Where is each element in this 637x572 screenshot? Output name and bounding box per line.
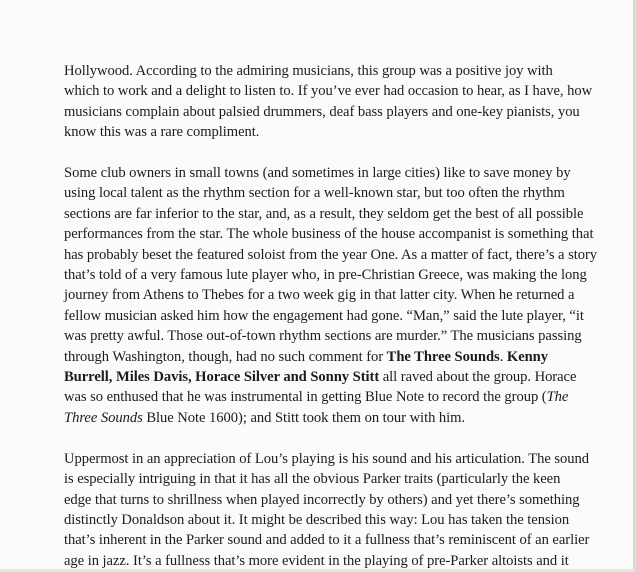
text-run: using local talent as the rhythm section for a well-known star, but too often the rhythm [64, 185, 565, 202]
text-run: . [499, 348, 507, 365]
text-line [64, 285, 624, 305]
text-run: journey from Athens to Thebes for a two week gig in that latter city. When he returned a [64, 287, 575, 304]
text-run: sections are far inferior to the star, and, as a result, they seldom get the best of all possible [64, 205, 584, 222]
paragraph [64, 61, 624, 143]
bold-text: Burrell, Miles Davis, Horace Silver and Sonny Stitt [64, 369, 380, 386]
text-run: distinctly Donaldson about it. It might be described this way: Lou has taken the tension [64, 511, 570, 528]
text-run: fellow musician asked him how the engagement had gone. “Man,” said the lute player, “it [64, 307, 584, 324]
italic-text: Three Sounds [64, 409, 143, 426]
text-line [64, 326, 624, 346]
text-line [64, 551, 624, 571]
italic-text: The [546, 389, 569, 406]
text-run: was pretty awful. Those out-of-town rhythm sections are murder.” The musicians passing [64, 328, 582, 345]
text-line [64, 102, 624, 122]
text-line [64, 347, 624, 367]
text-run: Some club owners in small towns (and sometimes in large cities) like to save money by [64, 165, 571, 182]
text-run: Uppermost in an appreciation of Lou’s playing is his sound and his articulation. The sound [64, 450, 589, 467]
text-run: through Washington, though, had no such comment for [64, 348, 387, 365]
text-line [64, 490, 624, 510]
text-run: has probably beset the featured soloist from the year One. As a matter of fact, there’s a story [64, 246, 598, 263]
paragraph [64, 449, 624, 571]
text-run: Blue Note 1600); and Stitt took them on tour with him. [142, 409, 466, 426]
bold-text: The Three Sounds [386, 348, 500, 365]
text-line [64, 530, 624, 550]
body-text [64, 61, 624, 572]
text-line [64, 510, 624, 530]
text-run: that’s inherent in the Parker sound and added to it a fullness that’s reminiscent of an earlier [64, 532, 590, 549]
text-line [64, 367, 624, 387]
text-line [64, 81, 624, 101]
text-line [64, 122, 624, 142]
text-run: musicians complain about palsied drummers, deaf bass players and one-key pianists, you [64, 103, 580, 120]
text-line [64, 306, 624, 326]
text-run: edge that turns to shrillness when played incorrectly by others) and yet there’s something [64, 491, 580, 508]
text-run: know this was a rare compliment. [64, 124, 260, 141]
text-run: age in jazz. It’s a fullness that’s more evident in the playing of pre-Parker altoists and it [64, 552, 569, 569]
paragraph [64, 163, 624, 428]
text-run: was so enthused that he was instrumental in getting Blue Note to record the group ( [64, 389, 547, 406]
text-line [64, 449, 624, 469]
text-line [64, 408, 624, 428]
text-line [64, 469, 624, 489]
text-line [64, 61, 624, 81]
text-run: is especially intriguing in that it has all the obvious Parker traits (particularly the keen [64, 471, 561, 488]
text-run: that’s told of a very famous lute player who, in pre-Christian Greece, was making the long [64, 267, 587, 284]
bold-text: Kenny [506, 348, 548, 365]
text-line [64, 387, 624, 407]
text-line [64, 265, 624, 285]
text-line [64, 245, 624, 265]
text-line [64, 224, 624, 244]
text-line [64, 183, 624, 203]
text-run: Hollywood. According to the admiring musicians, this group was a positive joy with [64, 63, 553, 79]
text-line [64, 163, 624, 183]
text-line [64, 204, 624, 224]
text-run: performances from the star. The whole business of the house accompanist is something that [64, 226, 594, 243]
text-run: all raved about the group. Horace [379, 369, 577, 386]
text-run: which to work and a delight to listen to. If you’ve ever had occasion to hear, as I have, how [64, 83, 593, 100]
